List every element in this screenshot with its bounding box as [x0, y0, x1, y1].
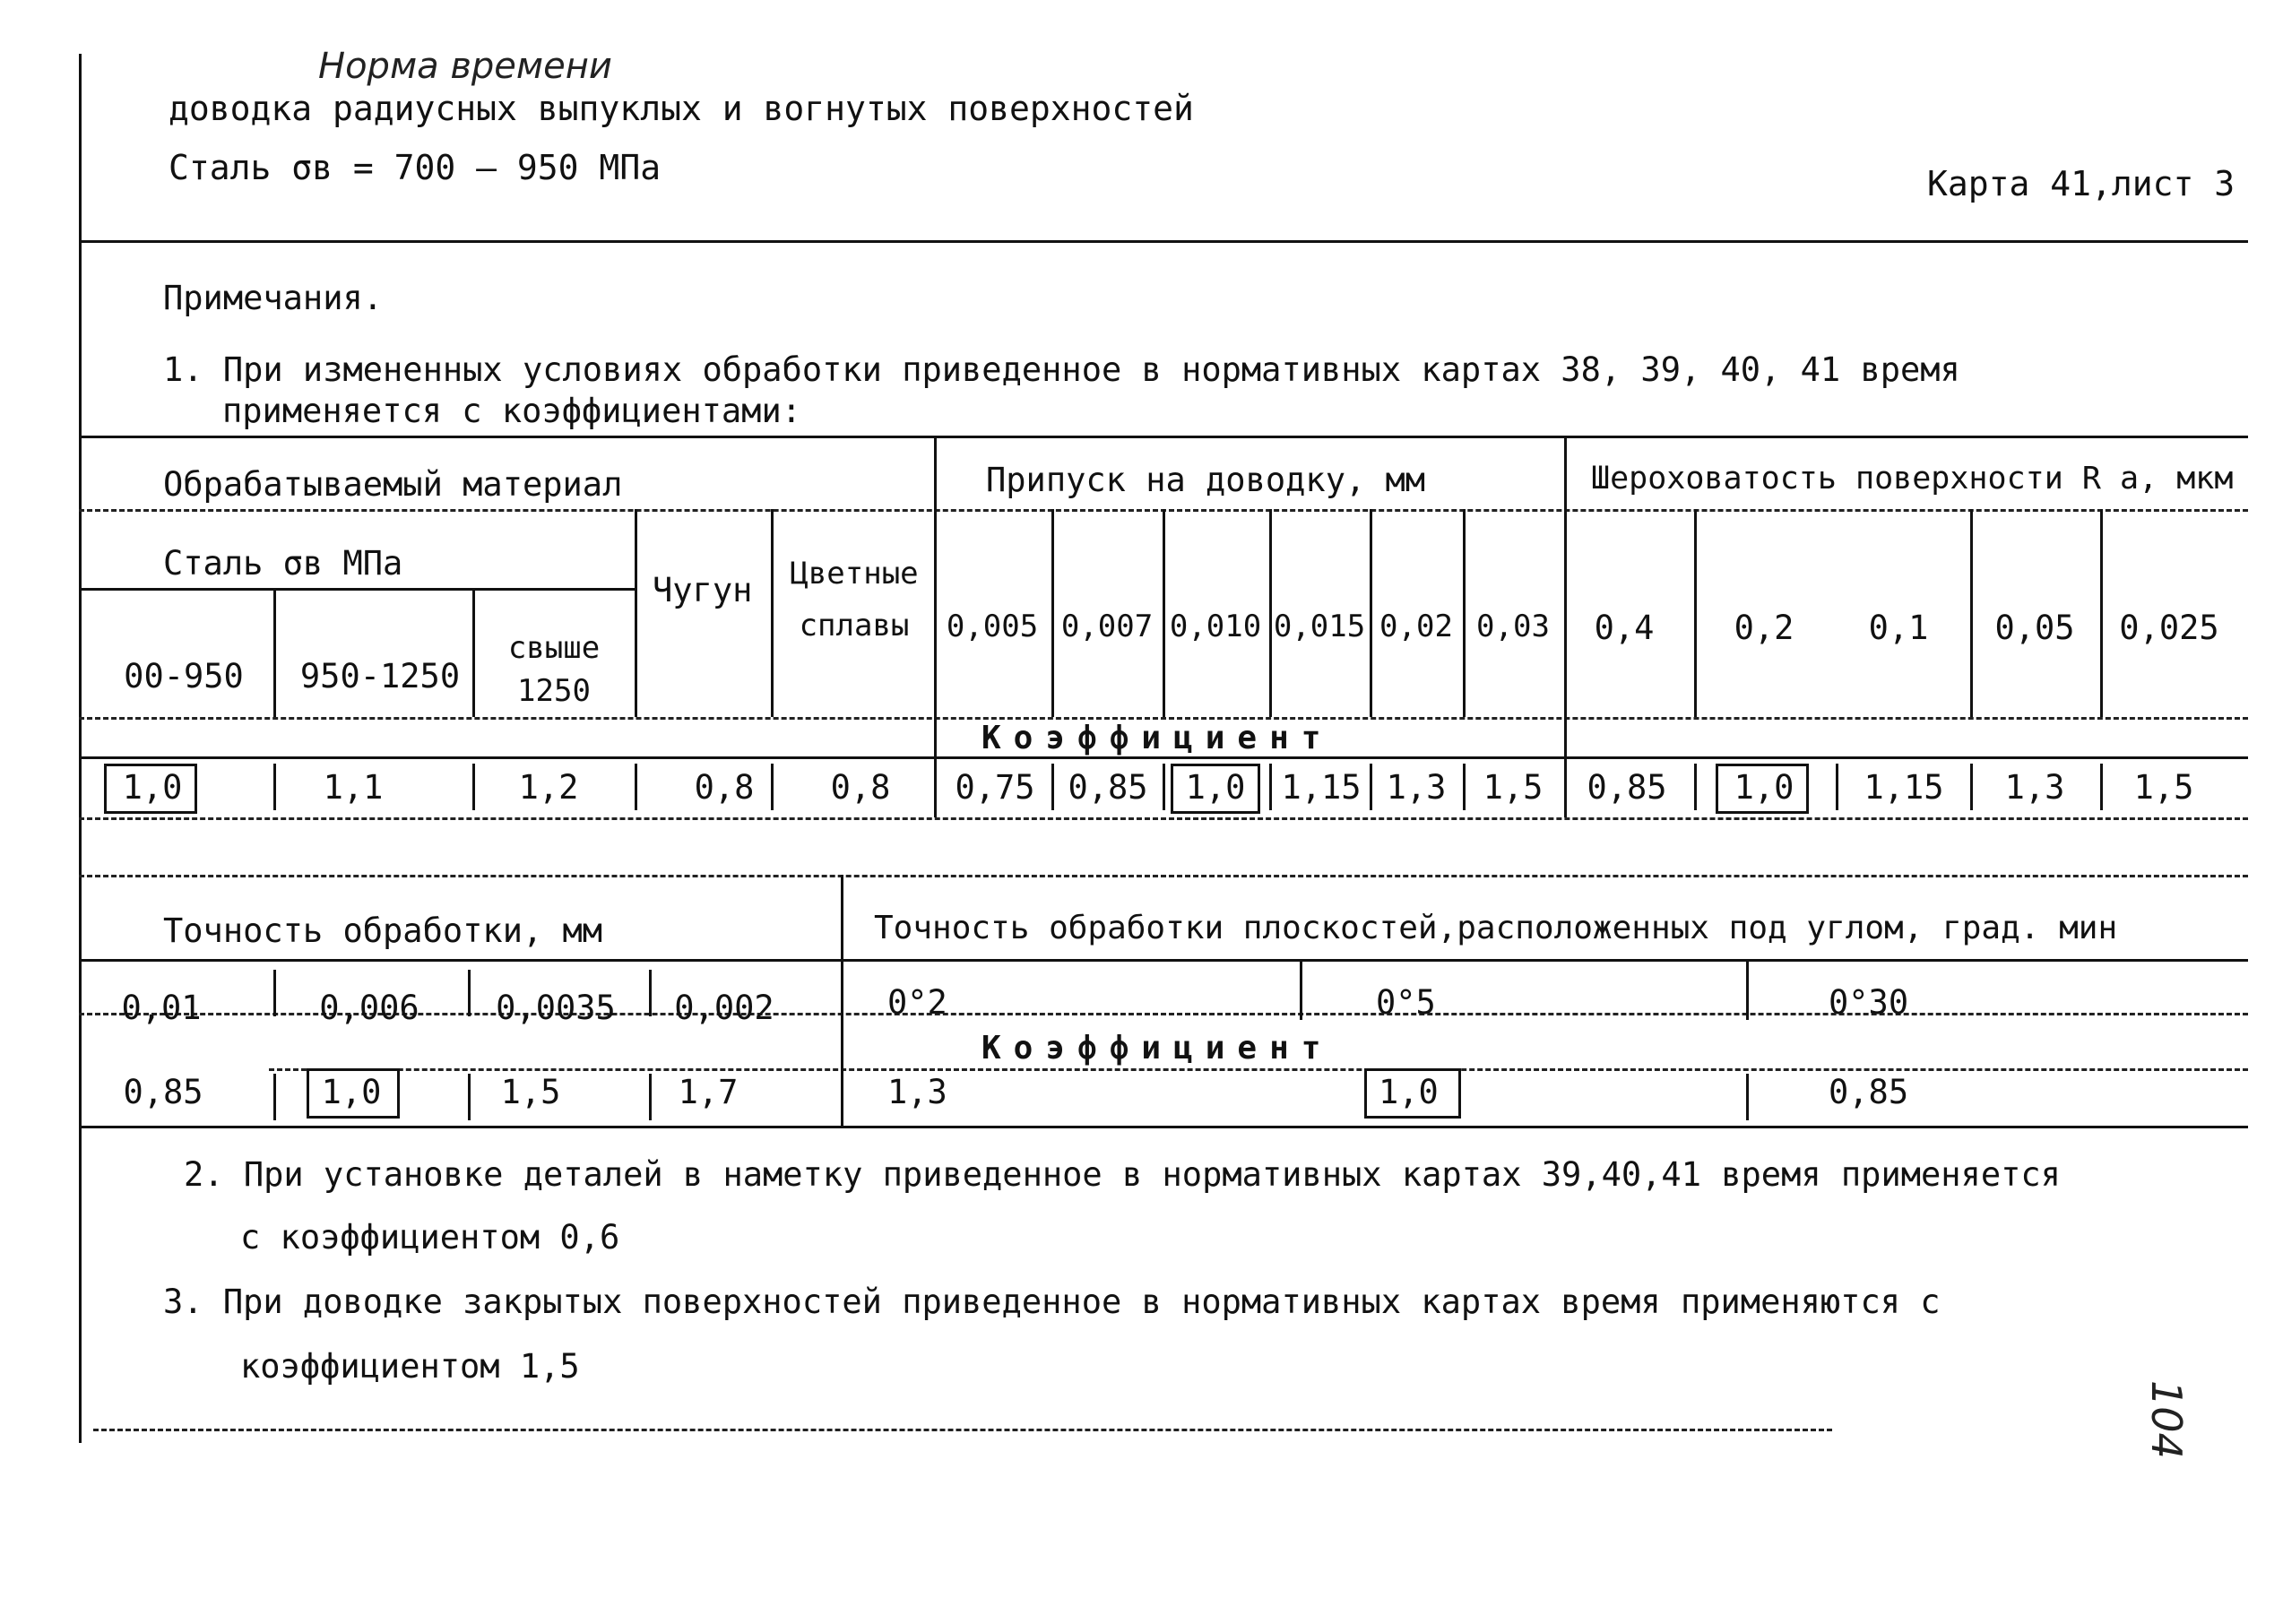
- t2-vline: [1300, 959, 1302, 1020]
- t1-allowance-col: 0,010: [1169, 609, 1262, 644]
- t1-roughness-col: 0,2: [1734, 609, 1794, 647]
- t1-vline: [1463, 509, 1466, 717]
- document-subject: доводка радиусных выпуклых и вогнутых поверхностей: [169, 89, 1194, 128]
- t1-allowance-col: 0,005: [946, 609, 1039, 644]
- t1-allowance-col: 0,02: [1379, 609, 1453, 644]
- handwritten-title: Норма времени: [318, 46, 612, 87]
- base-value-box: [1171, 764, 1260, 814]
- t1-roughness-col: 0,1: [1868, 609, 1929, 647]
- t2-angle-col: 0°30: [1829, 983, 1909, 1022]
- t1-coef: 1,15: [1864, 768, 1944, 807]
- note2-line1: 2. При установке деталей в наметку приведенное в нормативных картах 39,40,41 время применяется: [184, 1155, 2061, 1194]
- t2-bottom-line: [79, 1126, 2248, 1128]
- t2-vline: [1746, 1074, 1749, 1120]
- t1-coef-divider: [934, 764, 937, 810]
- t1-coef-divider: [1694, 764, 1697, 810]
- note3-line1: 3. При доводке закрытых поверхностей приведенное в нормативных картах время применяются с: [163, 1283, 1941, 1321]
- t1-coef: 0,85: [1587, 768, 1667, 807]
- t1-top-line: [79, 436, 2248, 438]
- left-margin-line: [79, 54, 82, 1443]
- t1-coef-divider: [1970, 764, 1973, 810]
- t2-accuracy-col: 0,006: [319, 989, 419, 1027]
- t2-vline: [649, 1074, 652, 1120]
- t2-vline: [649, 970, 652, 1016]
- t2-accuracy-col: 0,01: [121, 989, 202, 1027]
- t1-nonferrous: Цветные сплавы: [790, 556, 919, 644]
- base-value-box: [104, 764, 197, 814]
- t2-coef: 0,85: [1829, 1073, 1909, 1111]
- t1-coef-divider: [771, 764, 774, 810]
- t2-coef: 1,0: [1379, 1073, 1439, 1111]
- t1-coef-divider: [1269, 764, 1272, 810]
- t1-vline: [1269, 509, 1272, 717]
- note1-line1: 1. При измененных условиях обработки приведенное в нормативных картах 38, 39, 40, 41 время: [163, 350, 1960, 389]
- notes-heading: Примечания.: [163, 279, 384, 317]
- t1-coef: 1,0: [1734, 768, 1794, 807]
- t2-vline: [841, 875, 843, 1126]
- t1-vline: [635, 509, 637, 717]
- t1-roughness-col: 0,025: [2119, 609, 2219, 647]
- t1-vline: [1970, 509, 1973, 717]
- page-number: 104: [2142, 1380, 2191, 1459]
- t1-steel-col: 00-950: [124, 657, 244, 695]
- t1-vline: [472, 588, 475, 717]
- t1-vline: [1370, 509, 1372, 717]
- t1-coef-divider: [472, 764, 475, 810]
- t2-vline: [1746, 959, 1749, 1020]
- t1-coef: 1,3: [2004, 768, 2065, 807]
- t1-vline: [1163, 509, 1165, 717]
- t1-vline: [1051, 509, 1054, 717]
- t1-steel-header: Сталь σв МПа: [163, 544, 403, 583]
- t2-coef: 0,85: [123, 1073, 203, 1111]
- t1-steel-line: [79, 588, 635, 591]
- t2-coef: 1,5: [500, 1073, 561, 1111]
- t2-coef: 1,3: [887, 1073, 947, 1111]
- t1-coef-top-line: [79, 756, 2248, 759]
- t1-coef: 1,3: [1386, 768, 1447, 807]
- t1-coef: 1,5: [2133, 768, 2194, 807]
- footer-separator: [93, 1429, 1832, 1431]
- t1-allowance-col: 0,015: [1273, 609, 1366, 644]
- t1-group-allowance: Припуск на доводку, мм: [986, 461, 1426, 499]
- t1-coef-divider: [273, 764, 276, 810]
- t1-vline: [771, 509, 774, 717]
- t2-header-left: Точность обработки, мм: [163, 911, 603, 950]
- t1-group-material: Обрабатываемый материал: [163, 465, 623, 504]
- note3-line2: коэффициентом 1,5: [240, 1347, 580, 1386]
- card-reference: Карта 41,лист 3: [1927, 164, 2235, 203]
- t1-steel-col: свыше 1250: [507, 630, 601, 709]
- note1-line2: применяется с коэффициентами:: [222, 392, 802, 430]
- t2-vline: [468, 1074, 471, 1120]
- t1-coef-divider: [1370, 764, 1372, 810]
- t1-vline: [273, 588, 276, 717]
- t1-allowance-col: 0,03: [1476, 609, 1550, 644]
- t1-coef: 1,15: [1281, 768, 1362, 807]
- t1-coef-divider: [1051, 764, 1054, 810]
- t1-coef: 1,1: [323, 768, 384, 807]
- t2-accuracy-col: 0,0035: [496, 989, 616, 1027]
- t2-coef-label: Коэффициент: [982, 1030, 1334, 1067]
- t1-coef: 0,75: [955, 768, 1035, 807]
- t1-roughness-col: 0,4: [1594, 609, 1655, 647]
- t2-header-right: Точность обработки плоскостей,расположенных под углом, град. мин: [874, 910, 2118, 946]
- base-value-box: [1716, 764, 1809, 814]
- t1-coef-divider: [1463, 764, 1466, 810]
- t1-coef: 0,8: [830, 768, 891, 807]
- t1-roughness-col: 0,05: [1994, 609, 2075, 647]
- t2-coef-line: [269, 1068, 2248, 1071]
- t1-cast-iron: Чугун: [653, 571, 753, 609]
- t1-coef-divider: [2100, 764, 2103, 810]
- t2-coef: 1,7: [678, 1073, 739, 1111]
- t2-angle-col: 0°5: [1376, 983, 1436, 1022]
- t1-vline: [934, 436, 937, 817]
- t1-coef-divider: [635, 764, 637, 810]
- note2-line2: с коэффициентом 0,6: [240, 1218, 620, 1257]
- t1-allowance-col: 0,007: [1060, 609, 1154, 644]
- t1-vline: [2100, 509, 2103, 717]
- t1-coef-divider: [1836, 764, 1838, 810]
- t1-vline: [1564, 436, 1567, 817]
- t1-group-roughness: Шероховатость поверхности R а, мкм: [1591, 461, 2234, 497]
- t1-coef: 1,5: [1483, 768, 1544, 807]
- header-separator: [79, 240, 2248, 243]
- t2-accuracy-col: 0,002: [674, 989, 774, 1027]
- t2-header-line: [79, 959, 2248, 962]
- t2-top-line: [79, 875, 2248, 877]
- t2-vline: [273, 970, 276, 1016]
- t1-coef: 1,0: [1185, 768, 1246, 807]
- t1-coef-divider: [1564, 764, 1567, 810]
- t2-vline: [273, 1074, 276, 1120]
- t1-steel-col: 950-1250: [299, 657, 461, 695]
- base-value-box: [1364, 1068, 1461, 1119]
- material-spec: Сталь σв = 700 – 950 МПа: [169, 148, 662, 187]
- t2-vline: [468, 970, 471, 1016]
- t1-bottom-line: [79, 817, 2248, 820]
- t1-coef-label: Коэффициент: [982, 720, 1334, 756]
- t1-coef: 1,2: [518, 768, 579, 807]
- t1-coef: 1,0: [122, 768, 183, 807]
- t1-vline: [1694, 509, 1697, 717]
- t2-coef: 1,0: [321, 1073, 382, 1111]
- t2-angle-col: 0°2: [887, 983, 947, 1022]
- t1-coef-divider: [1163, 764, 1165, 810]
- t1-coef: 0,8: [694, 768, 755, 807]
- base-value-box: [307, 1068, 400, 1119]
- t1-coef: 0,85: [1068, 768, 1148, 807]
